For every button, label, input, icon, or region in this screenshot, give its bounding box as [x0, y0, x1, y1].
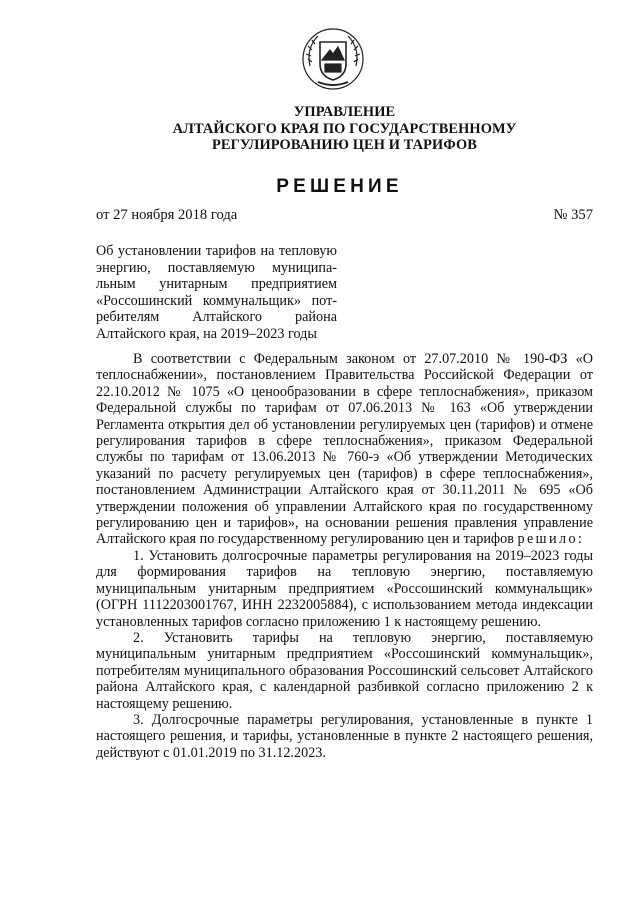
item-paragraph: 3. Долгосрочные параметры регулирования, установленные в пункте 1 настоящего решения, и тарифы, установленные в пункте 2 настоящего решения, действуют с 01.01.2019 по 31.12.2023. [96, 711, 593, 761]
document-subject [96, 243, 337, 343]
coat-of-arms-emblem [300, 26, 366, 92]
header-line: АЛТАЙСКОГО КРАЯ ПО ГОСУДАРСТВЕННОМУ [172, 120, 517, 137]
issuer-header [0, 104, 639, 154]
subject-line: ребителям Алтайского района [96, 309, 337, 326]
subject-line: льным унитарным предприятием [96, 276, 337, 293]
subject-line: Об установлении тарифов на тепловую [96, 243, 337, 259]
subject-line: энергию, поставляемую муниципа- [96, 259, 337, 276]
item-paragraph: 2. Установить тарифы на тепловую энергию, поставляемую муниципальным унитарным предприятием «Россошинский коммунальщик», потребителям муниципального образования Россошинский сельсовет Алтайского района Алтайского края, с календарной разбивкой согласно приложению 2 к настоящему решению. [96, 629, 593, 712]
header-line: РЕГУЛИРОВАНИЮ ЦЕН И ТАРИФОВ [212, 137, 477, 153]
item-paragraph: 1. Установить долгосрочные параметры регулирования на 2019–2023 годы для формирования тарифов на тепловую энергию, поставляемую муниципальным унитарным предприятием «Россошинский коммунальщик» (ОГРН 1112203001767, ИНН 2232005884), с использованием метода индексации установленных тарифов согласно приложению 1 к настоящему решению. [96, 547, 593, 630]
preamble-paragraph [96, 351, 593, 548]
document-body [96, 351, 593, 761]
preamble-text: В соответствии с Федеральным законом от 27.07.2010 № 190-ФЗ «О теплоснабжении», постановлением Правительства Российской Федерации от 22.10.2012 № 1075 «О ценообразовании в сфере теплоснабжения», приказом Федеральной службы по тарифам от 07.06.2013 № 163 «Об утверждении Регламента открытия дел об установлении регулируемых цен (тарифов) и отмене регулирования тарифов в сфере теплоснабжения», приказом Федеральной службы по тарифам от 13.06.2013 № 760-э «Об утверждении Методических указаний по расчету регулируемых цен (тарифов) в сфере теплоснабжения», постановлением Администрации Алтайского края от 30.11.2011 № 695 «Об утверждении положения об управлении Алтайского края по государственному регулированию цен и тарифов», на основании решения правления управление Алтайского края по государственному регулированию цен и тарифов [96, 351, 593, 548]
subject-line: Алтайского края, на 2019–2023 годы [96, 325, 317, 342]
document-date: от 27 ноября 2018 года [96, 207, 238, 223]
document-type [0, 176, 639, 198]
date-number-line [96, 207, 593, 224]
document-type-title: РЕШЕНИЕ [276, 176, 403, 197]
header-line: УПРАВЛЕНИЕ [293, 104, 396, 120]
resolved-word: решило: [517, 531, 585, 548]
subject-line: «Россошинский коммунальщик» пот- [96, 292, 337, 309]
coat-of-arms-icon [300, 26, 366, 92]
document-number: № 357 [553, 207, 593, 223]
